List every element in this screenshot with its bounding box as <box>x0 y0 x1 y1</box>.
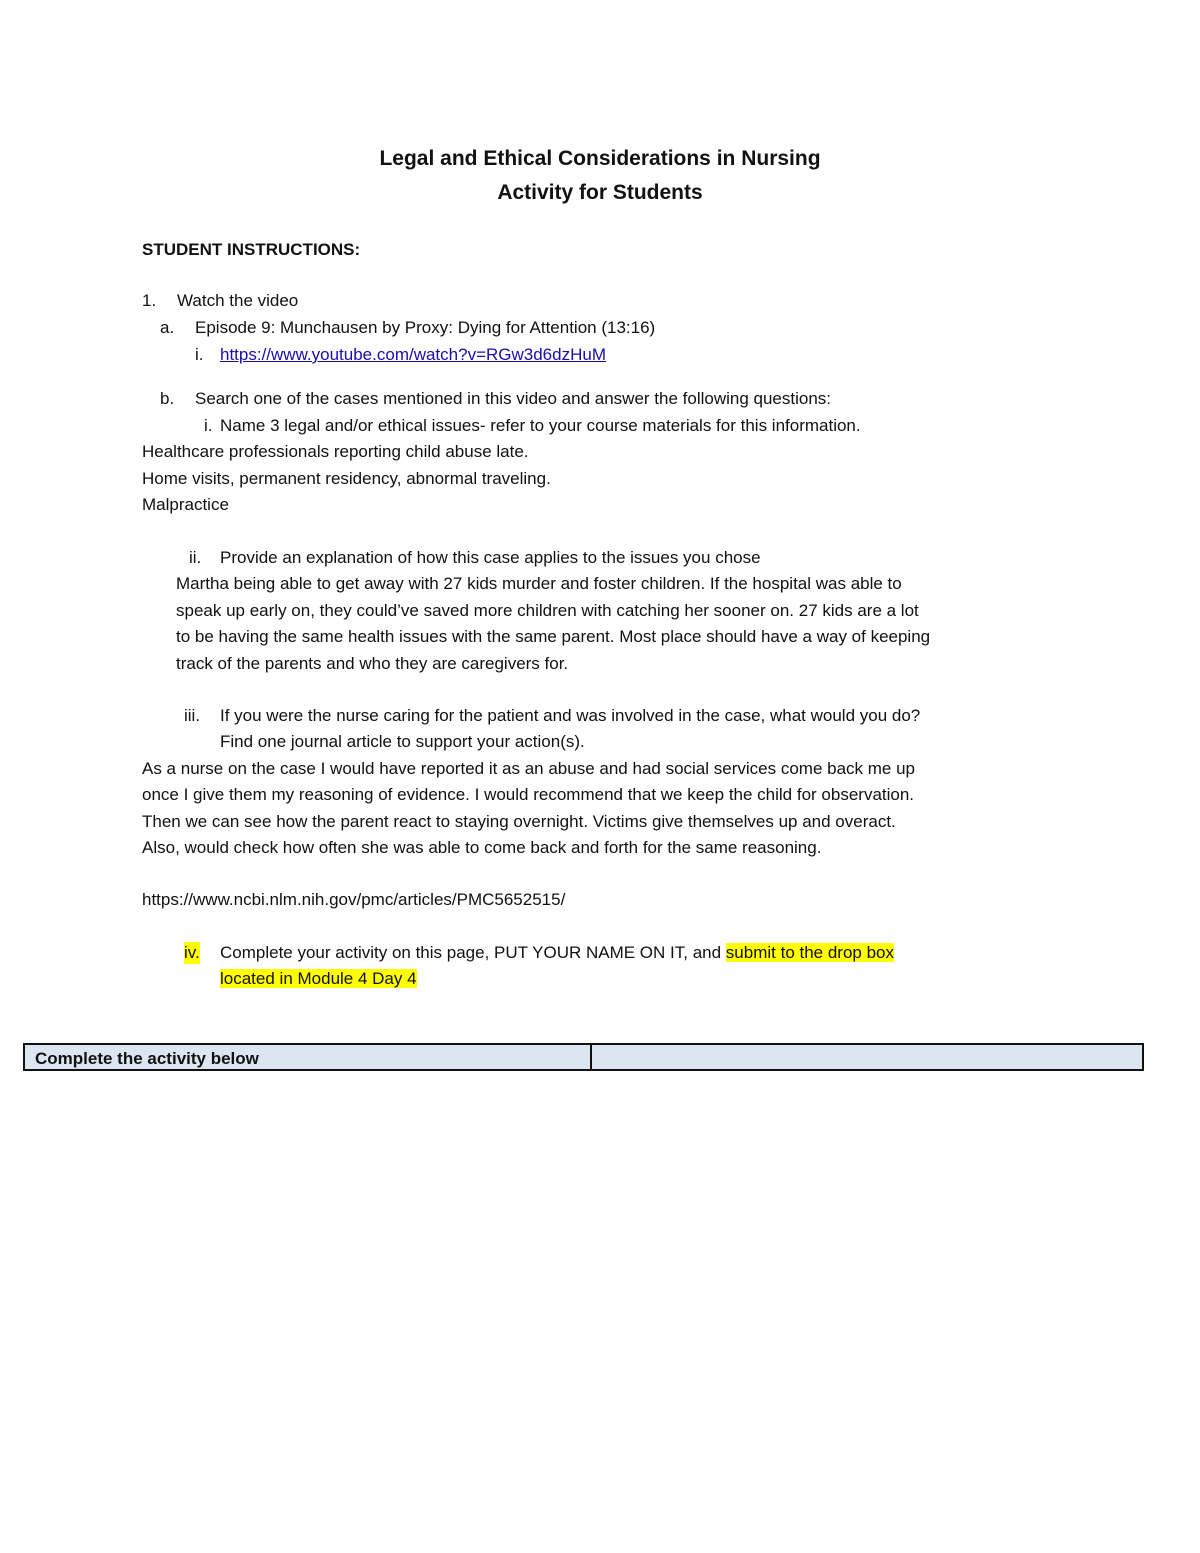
answer-iii-line: Also, would check how often she was able to come back and forth for the same reasoning. <box>142 838 822 857</box>
page-title: Legal and Ethical Considerations in Nursing <box>379 147 821 170</box>
question-ii-number: ii. <box>189 548 202 567</box>
answer-iii-line: once I give them my reasoning of evidence. I would recommend that we keep the child for observation. <box>142 785 915 804</box>
answer-i-line: Healthcare professionals reporting child abuse late. <box>142 442 529 461</box>
answer-iii-line: As a nurse on the case I would have reported it as an abuse and had social services come back me up <box>142 759 916 778</box>
step-1-text: Watch the video <box>177 291 299 310</box>
question-iv-number: iv. <box>184 943 200 962</box>
step-1-number: 1. <box>142 291 157 310</box>
answer-ii-line: track of the parents and who they are caregivers for. <box>176 654 569 673</box>
step-1a-i-number: i. <box>195 345 204 364</box>
question-iv-plain: Complete your activity on this page, PUT YOUR NAME ON IT, and <box>220 943 726 962</box>
question-iv-highlight-line2: located in Module 4 Day 4 <box>220 969 417 988</box>
instructions-heading: STUDENT INSTRUCTIONS: <box>142 240 361 259</box>
question-i-number: i. <box>204 416 213 435</box>
step-1b-number: b. <box>160 389 175 408</box>
youtube-video-link[interactable]: https://www.youtube.com/watch?v=RGw3d6dzHuM <box>220 345 606 364</box>
step-1a-number: a. <box>160 318 175 337</box>
journal-reference-url: https://www.ncbi.nlm.nih.gov/pmc/articles/PMC5652515/ <box>142 890 566 909</box>
answer-ii-line: Martha being able to get away with 27 kids murder and foster children. If the hospital was able to <box>176 574 902 593</box>
activity-table-label: Complete the activity below <box>35 1049 259 1068</box>
question-ii-text: Provide an explanation of how this case applies to the issues you chose <box>220 548 761 567</box>
page-subtitle: Activity for Students <box>497 181 703 204</box>
answer-ii-line: speak up early on, they could’ve saved more children with catching her sooner on. 27 kids are a lot <box>176 601 919 620</box>
question-iii-number: iii. <box>184 706 201 725</box>
question-iv-highlight: submit to the drop box <box>725 943 895 962</box>
question-iii-text: If you were the nurse caring for the patient and was involved in the case, what would you do? <box>220 706 921 725</box>
step-1a-text: Episode 9: Munchausen by Proxy: Dying for Attention (13:16) <box>195 318 656 337</box>
table-divider <box>590 1045 592 1069</box>
answer-iii-line: Then we can see how the parent react to staying overnight. Victims give themselves up and overact. <box>142 812 896 831</box>
question-i-text: Name 3 legal and/or ethical issues- refer to your course materials for this information. <box>220 416 861 435</box>
step-1b-text: Search one of the cases mentioned in this video and answer the following questions: <box>195 389 832 408</box>
answer-ii-line: to be having the same health issues with the same parent. Most place should have a way of keeping <box>176 627 931 646</box>
activity-table <box>23 1043 1144 1071</box>
activity-table-answer-cell[interactable] <box>593 1045 1142 1069</box>
answer-i-line: Home visits, permanent residency, abnormal traveling. <box>142 469 551 488</box>
question-iv-text-line2 <box>220 968 417 990</box>
answer-i-line: Malpractice <box>142 495 229 514</box>
question-iv-text <box>220 942 894 964</box>
question-iii-text: Find one journal article to support your action(s). <box>220 732 585 751</box>
